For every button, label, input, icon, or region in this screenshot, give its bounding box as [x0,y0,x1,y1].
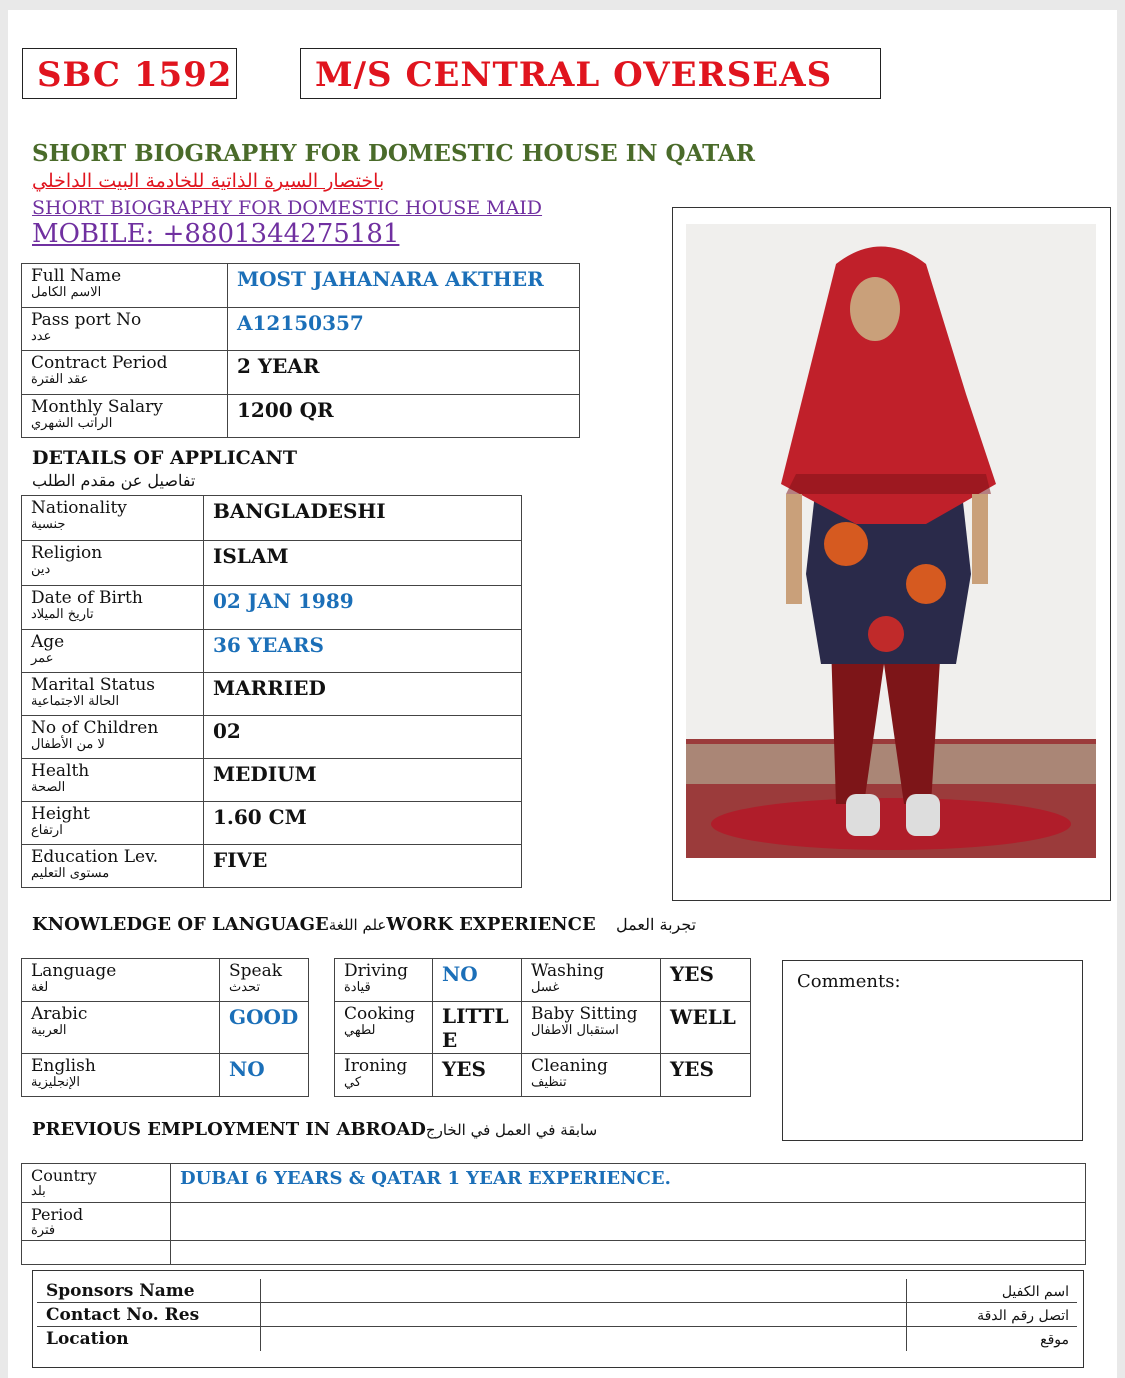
field-label: Baby Sitting [531,1004,638,1024]
sponsor-table [37,1279,1077,1351]
mobile-number: MOBILE: +8801344275181 [32,219,400,249]
details-heading-arabic: تفاصيل عن مقدم الطلب [32,471,196,490]
height-value: 1.60 CM [213,805,307,829]
sponsor-name-label: Sponsors Name [46,1281,195,1301]
table-row [22,308,580,351]
table-row [22,1002,309,1054]
table-row [22,1054,309,1097]
field-label-arabic: غسل [531,980,560,995]
table-row [37,1303,1077,1327]
contact-arabic: اتصل رقم الدقة [977,1308,1069,1324]
applicant-photo [686,224,1096,858]
previous-employment-table [21,1163,1086,1265]
field-label: Full Name [31,266,122,286]
english-speak-value: NO [229,1057,265,1081]
applicant-details-table [21,495,522,888]
contract-period-value: 2 YEAR [237,354,320,378]
previous-heading-en: PREVIOUS EMPLOYMENT IN ABROAD [32,1119,426,1140]
baby-sitting-value: WELL [670,1005,736,1029]
arabic-title: باختصار السيرة الذاتية للخادمة البيت الداخلي [32,170,385,192]
table-row [22,716,522,759]
field-label-arabic: لا من الأطفال [31,737,105,752]
field-label: Marital Status [31,675,156,695]
work-experience-table [334,958,751,1097]
field-label-arabic: لطهي [344,1023,376,1038]
full-name-value: MOST JAHANARA AKTHER [237,267,544,291]
contact-label: Contact No. Res [46,1305,200,1325]
cooking-value: LITTL E [442,1004,509,1052]
field-label-arabic: تنظيف [531,1075,567,1090]
biography-form [8,10,1117,1378]
field-label-arabic: جنسية [31,517,66,532]
language-col-label: Language [31,961,117,981]
table-row [22,630,522,673]
table-row [22,351,580,395]
sbc-code: SBC 1592 [37,55,233,95]
comments-box [782,960,1083,1141]
field-label-arabic: الصحة [31,780,66,795]
previous-employment-heading [32,1119,597,1140]
field-label-arabic: الحالة الاجتماعية [31,694,120,709]
field-label: English [31,1056,96,1076]
table-row [22,395,580,438]
field-label: Nationality [31,498,127,518]
speak-col-arabic: تحدث [229,980,261,995]
work-heading-arabic: تجربة العمل [616,915,697,934]
table-row [22,264,580,308]
field-label: Religion [31,543,103,563]
table-row [22,541,522,586]
table-row [22,496,522,541]
religion-value: ISLAM [213,544,289,568]
field-label: Driving [344,961,409,981]
field-label-arabic: عقد الفترة [31,372,89,387]
table-row [22,845,522,888]
table-row [335,1054,751,1097]
field-label: Period [31,1205,84,1224]
language-heading-en: KNOWLEDGE OF LANGUAGE [32,914,329,935]
health-value: MEDIUM [213,762,317,786]
field-label: Height [31,804,90,824]
table-row [22,673,522,716]
field-label: Country [31,1166,97,1185]
language-heading [32,914,596,935]
language-col-arabic: لغة [31,980,49,995]
education-value: FIVE [213,848,268,872]
work-heading-en: WORK EXPERIENCE [386,914,596,935]
field-label-arabic: عدد [31,329,52,344]
washing-value: YES [670,962,714,986]
marital-status-value: MARRIED [213,676,326,700]
passport-value: A12150357 [237,311,364,335]
field-label: Cooking [344,1004,416,1024]
sub-title: SHORT BIOGRAPHY FOR DOMESTIC HOUSE MAID [32,197,543,219]
ironing-value: YES [442,1057,486,1081]
field-label-arabic: العربية [31,1023,67,1038]
main-title: SHORT BIOGRAPHY FOR DOMESTIC HOUSE IN QATAR [32,140,755,167]
sbc-code-box [22,48,237,99]
field-label-arabic: فترة [31,1223,56,1238]
field-label: Health [31,761,90,781]
applicant-photo-frame [672,207,1111,901]
country-value: DUBAI 6 YEARS & QATAR 1 YEAR EXPERIENCE. [180,1168,671,1189]
table-row [22,802,522,845]
field-label-arabic: عمر [31,651,54,666]
field-label: No of Children [31,718,159,738]
date-of-birth-value: 02 JAN 1989 [213,589,354,613]
field-label-arabic: الراتب الشهري [31,416,113,431]
field-label-arabic: مستوى التعليم [31,866,110,881]
location-label: Location [46,1329,129,1349]
field-label: Education Lev. [31,847,159,867]
field-label-arabic: تاريخ الميلاد [31,607,94,622]
driving-value: NO [442,962,478,986]
field-label-arabic: قيادة [344,980,371,995]
language-table [21,958,309,1097]
field-label: Age [31,632,65,652]
table-row [22,586,522,630]
age-value: 36 YEARS [213,633,324,657]
table-row [37,1279,1077,1303]
table-row [22,1203,1086,1241]
field-label-arabic: بلد [31,1184,46,1199]
field-label: Monthly Salary [31,397,163,417]
field-label: Washing [531,961,605,981]
table-row [335,959,751,1002]
field-label-arabic: استقبال الاطفال [531,1023,619,1038]
speak-col-label: Speak [229,961,283,981]
field-label-arabic: الإنجليزية [31,1075,81,1090]
table-row [22,1241,1086,1265]
monthly-salary-value: 1200 QR [237,398,334,422]
sponsor-box [32,1270,1084,1368]
cleaning-value: YES [670,1057,714,1081]
field-label: Contract Period [31,353,168,373]
language-heading-ar: علم اللغة [328,916,387,934]
table-row [37,1327,1077,1351]
field-label-arabic: دين [31,562,51,577]
agency-name-box [300,48,881,99]
field-label: Arabic [31,1004,88,1024]
details-heading: DETAILS OF APPLICANT [32,447,297,469]
table-row [22,1164,1086,1203]
field-label: Cleaning [531,1056,608,1076]
table-row [335,1002,751,1054]
field-label: Date of Birth [31,588,143,608]
field-label: Pass port No [31,310,142,330]
comments-label: Comments: [797,971,901,992]
field-label-arabic: ارتفاع [31,823,63,838]
previous-heading-ar: سابقة في العمل في الخارج [425,1121,598,1139]
nationality-value: BANGLADESHI [213,499,386,523]
table-row [22,759,522,802]
personal-info-table [21,263,580,438]
field-label: Ironing [344,1056,408,1076]
location-arabic: موقع [1040,1332,1069,1348]
arabic-speak-value: GOOD [229,1005,299,1029]
sponsor-name-arabic: اسم الكفيل [1001,1284,1069,1300]
agency-name: M/S CENTRAL OVERSEAS [315,55,833,95]
table-row [22,959,309,1002]
field-label-arabic: كي [344,1075,362,1090]
field-label-arabic: الاسم الكامل [31,285,102,300]
children-value: 02 [213,719,241,743]
